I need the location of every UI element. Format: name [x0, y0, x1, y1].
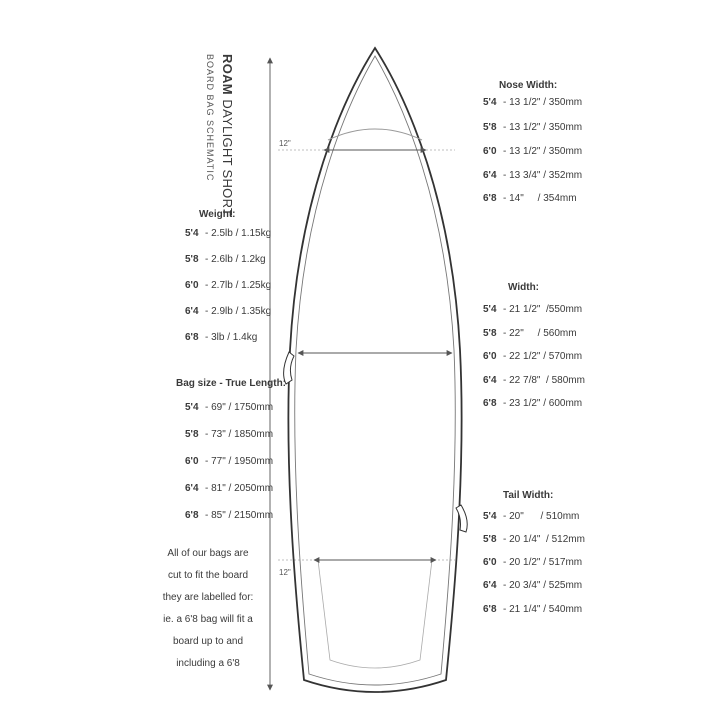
nose-width-heading: Nose Width:	[499, 80, 558, 91]
nose-width-row	[483, 193, 577, 205]
bag-size-row	[185, 510, 273, 522]
size-label: 6'0	[185, 280, 199, 291]
width-row	[483, 304, 582, 316]
nose-width-value: - 13 3/4" / 352mm	[503, 170, 583, 181]
length-value: - 69" / 1750mm	[205, 402, 274, 413]
length-value: - 77" / 1950mm	[205, 456, 274, 467]
tail-width-value: - 20 1/4" / 512mm	[503, 534, 585, 545]
size-label: 5'4	[483, 97, 497, 108]
weight-heading: Weight:	[199, 209, 236, 220]
weight-row	[185, 332, 257, 344]
nose-width-value: - 13 1/2" / 350mm	[503, 146, 583, 157]
tail-width-value: - 20 3/4" / 525mm	[503, 580, 583, 591]
tail-width-row	[483, 557, 582, 569]
note-line: including a 6'8	[176, 658, 240, 669]
note-line: they are labelled for:	[162, 592, 254, 603]
size-label: 5'8	[483, 122, 497, 133]
bag-size-row	[185, 456, 273, 468]
nose-width-row	[483, 146, 582, 158]
size-label: 6'0	[483, 351, 497, 362]
size-label: 6'8	[483, 398, 497, 409]
weight-value: - 3lb / 1.4kg	[205, 332, 258, 343]
nose-width-row	[483, 122, 582, 134]
schematic-title	[205, 54, 236, 216]
tail-width-row	[483, 511, 579, 523]
nose-width-value: - 13 1/2" / 350mm	[503, 97, 583, 108]
size-label: 5'8	[483, 534, 497, 545]
nose-width-value: - 14" / 354mm	[503, 193, 577, 204]
tail-patch	[318, 560, 432, 668]
nose-width-value: - 13 1/2" / 350mm	[503, 122, 583, 133]
length-value: - 81" / 2050mm	[205, 483, 274, 494]
bag-size-row	[185, 483, 273, 495]
width-value: - 22" / 560mm	[503, 328, 577, 339]
length-value: - 85" / 2150mm	[205, 510, 274, 521]
title-brand: ROAM	[220, 54, 235, 95]
tail-width-value: - 20" / 510mm	[503, 511, 580, 522]
size-label: 5'8	[185, 254, 199, 265]
size-label: 6'8	[483, 604, 497, 615]
size-label: 6'8	[185, 332, 199, 343]
tail-width-value: - 21 1/4" / 540mm	[503, 604, 583, 615]
weight-value: - 2.7lb / 1.25kg	[205, 280, 272, 291]
width-value: - 22 7/8" / 580mm	[503, 375, 585, 386]
width-row	[483, 375, 585, 387]
width-row	[483, 328, 577, 340]
size-label: 6'4	[483, 375, 497, 386]
size-label: 5'8	[483, 328, 497, 339]
title-subtitle: BOARD BAG SCHEMATIC	[205, 54, 215, 182]
size-label: 5'4	[483, 511, 497, 522]
nose-width-row	[483, 170, 582, 182]
note-line: cut to fit the board	[167, 570, 249, 581]
weight-row	[185, 306, 271, 318]
board-outline-outer	[288, 48, 461, 692]
note-line: ie. a 6'8 bag will fit a	[163, 614, 253, 625]
width-value: - 21 1/2" /550mm	[503, 304, 583, 315]
tail-width-heading: Tail Width:	[503, 490, 554, 501]
weight-value: - 2.5lb / 1.15kg	[205, 228, 272, 239]
tail-width-value: - 20 1/2" / 517mm	[503, 557, 583, 568]
tail-width-row	[483, 580, 582, 592]
size-label: 5'8	[185, 429, 199, 440]
nose-patch	[328, 129, 422, 140]
size-label: 6'0	[185, 456, 199, 467]
size-label: 6'8	[483, 193, 497, 204]
tail-width-row	[483, 604, 582, 616]
fit-note	[148, 543, 268, 675]
tail-offset-label: 12"	[279, 568, 291, 577]
size-label: 6'8	[185, 510, 199, 521]
weight-row	[185, 254, 266, 266]
nose-offset-label: 12"	[279, 139, 291, 148]
length-value: - 73" / 1850mm	[205, 429, 274, 440]
size-label: 6'4	[185, 306, 199, 317]
width-heading: Width:	[508, 282, 540, 293]
weight-value: - 2.9lb / 1.35kg	[205, 306, 272, 317]
note-line: board up to and	[172, 636, 244, 647]
size-label: 6'0	[483, 557, 497, 568]
bag-size-row	[185, 402, 273, 414]
width-value: - 22 1/2" / 570mm	[503, 351, 583, 362]
size-label: 5'4	[185, 228, 199, 239]
weight-row	[185, 228, 271, 240]
title-model: DAYLIGHT SHORT	[220, 99, 235, 217]
width-row	[483, 398, 582, 410]
size-label: 6'4	[483, 580, 497, 591]
bag-size-heading: Bag size - True Length:	[176, 378, 287, 389]
weight-row	[185, 280, 271, 292]
tail-width-row	[483, 534, 585, 546]
size-label: 6'4	[483, 170, 497, 181]
size-label: 5'4	[185, 402, 199, 413]
size-label: 6'0	[483, 146, 497, 157]
note-line: All of our bags are	[167, 548, 249, 559]
size-label: 5'4	[483, 304, 497, 315]
width-row	[483, 351, 582, 363]
bag-size-row	[185, 429, 273, 441]
weight-value: - 2.6lb / 1.2kg	[205, 254, 266, 265]
size-label: 6'4	[185, 483, 199, 494]
nose-width-row	[483, 97, 582, 109]
width-value: - 23 1/2" / 600mm	[503, 398, 583, 409]
